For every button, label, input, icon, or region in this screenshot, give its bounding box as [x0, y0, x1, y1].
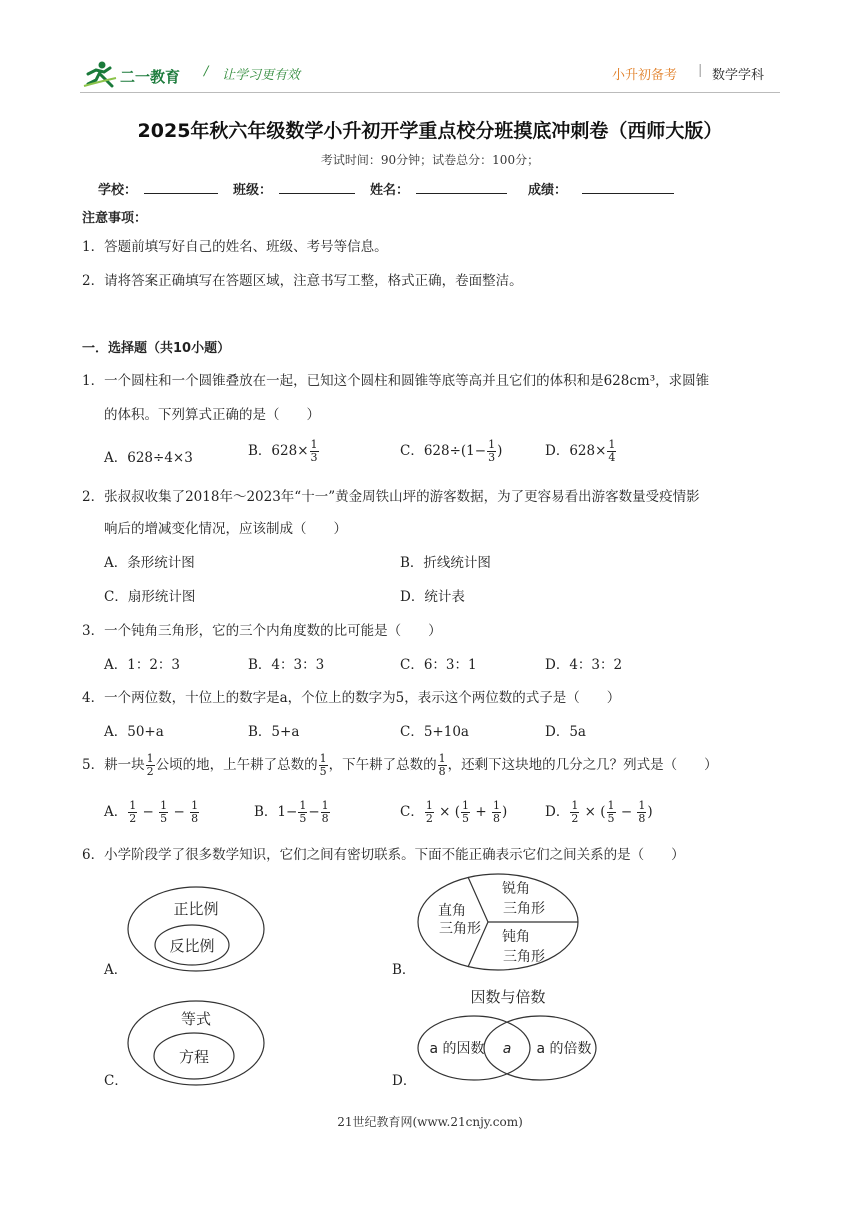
a-inner-label: 反比例	[169, 937, 215, 955]
svg-text:a 的因数: a 的因数	[429, 1041, 485, 1057]
q6-diagram-d[interactable]	[412, 984, 604, 1084]
q5-option-a[interactable]: A． $\frac{1}{2}$ − $\frac{1}{5}$ − $\frac{1}{8}$	[104, 799, 199, 825]
logo-text: 二一教育	[120, 68, 181, 86]
question-3-text: 3．一个钝角三角形，它的三个内角度数的比可能是（ ）	[82, 623, 442, 639]
q2-option-a[interactable]: A．条形统计图	[104, 555, 195, 571]
q5-option-d[interactable]: D． $\frac{1}{2}$ × ( $\frac{1}{5}$ − $\frac{1}{8}$ )	[545, 799, 653, 825]
svg-text:a 的倍数: a 的倍数	[536, 1041, 592, 1057]
q6-option-b[interactable]: B．	[392, 962, 416, 978]
footer: 21世纪教育网(www.21cnjy.com)	[337, 1115, 523, 1129]
slogan-divider: /	[204, 64, 209, 79]
q3-option-a[interactable]: A．1：2：3	[104, 657, 181, 673]
svg-text:方程: 方程	[178, 1048, 210, 1066]
q3-option-d[interactable]: D．4：3：2	[545, 657, 623, 673]
q6-option-d[interactable]: D．	[392, 1073, 417, 1089]
svg-text:三角形: 三角形	[439, 921, 481, 937]
header-divider: |	[698, 63, 703, 78]
svg-text:a: a	[502, 1041, 512, 1057]
svg-text:钝角: 钝角	[502, 929, 530, 945]
svg-text:因数与倍数: 因数与倍数	[470, 988, 546, 1006]
q2-option-c[interactable]: C．扇形统计图	[104, 589, 196, 605]
question-1-text: 1．一个圆柱和一个圆锥叠放在一起，已知这个圆柱和圆锥等底等高并且它们的体积和是628cm³，求圆锥	[82, 373, 710, 389]
logo	[82, 60, 192, 88]
question-1-text: 的体积。下列算式正确的是（ ）	[104, 407, 320, 423]
q6-diagram-a[interactable]	[126, 884, 266, 974]
q1-option-a[interactable]: A．628÷4×3	[104, 450, 193, 466]
q2-option-b[interactable]: B．折线统计图	[400, 555, 491, 571]
header-category: 小升初备考	[612, 68, 678, 83]
svg-text:三角形: 三角形	[503, 949, 545, 965]
q6-option-c[interactable]: C．	[104, 1073, 128, 1089]
q4-option-c[interactable]: C．5+10a	[400, 724, 469, 740]
question-4-text: 4．一个两位数，十位上的数字是a，个位上的数字为5，表示这个两位数的式子是（ ）	[82, 690, 621, 706]
school-field[interactable]	[144, 181, 218, 194]
school-label: 学校：	[98, 183, 138, 198]
question-6-text: 6．小学阶段学了很多数学知识，它们之间有密切联系。下面不能正确表示它们之间关系的是（ ）	[82, 847, 685, 863]
note-item: 1．答题前填写好自己的姓名、班级、考号等信息。	[82, 239, 388, 255]
name-label: 姓名：	[370, 183, 410, 198]
score-label: 成绩：	[528, 183, 568, 198]
notes-heading: 注意事项：	[82, 211, 148, 226]
name-field[interactable]	[416, 181, 507, 194]
q2-option-d[interactable]: D．统计表	[400, 589, 465, 605]
note-item: 2．请将答案正确填写在答题区域，注意书写工整，格式正确，卷面整洁。	[82, 273, 523, 289]
class-field[interactable]	[279, 181, 355, 194]
q5-option-b[interactable]: B．1− $\frac{1}{5}$ − $\frac{1}{8}$	[254, 799, 329, 825]
q6-option-a[interactable]: A．	[104, 962, 128, 978]
svg-text:直角: 直角	[438, 903, 466, 919]
q3-option-c[interactable]: C．6：3：1	[400, 657, 477, 673]
question-2-text: 响后的增减变化情况，应该制成（ ）	[104, 521, 347, 537]
runner-logo-icon	[82, 60, 118, 88]
svg-text:三角形: 三角形	[503, 901, 545, 917]
page-title: 2025年秋六年级数学小升初开学重点校分班摸底冲刺卷（西师大版）	[137, 120, 723, 142]
header-subject: 数学学科	[712, 68, 765, 83]
q4-option-d[interactable]: D．5a	[545, 724, 586, 740]
q1-option-d[interactable]: D．628× $\frac{1}{4}$	[545, 438, 616, 464]
q5-option-c[interactable]: C． $\frac{1}{2}$ × ( $\frac{1}{5}$ + $\frac{1}{8}$ )	[400, 799, 508, 825]
q1-option-b[interactable]: B．628× $\frac{1}{3}$	[248, 438, 318, 464]
header-rule	[80, 92, 780, 93]
q3-option-b[interactable]: B．4：3：3	[248, 657, 325, 673]
class-label: 班级：	[233, 183, 273, 198]
q4-option-a[interactable]: A．50+a	[104, 724, 164, 740]
question-5-text: 5．耕一块 $\frac{1}{2}$ 公顷的地，上午耕了总数的 $\frac{1}{5}$ ，下午耕了总数的 $\frac{1}{8}$ ，还剩下这块地的几分之几？列式是（ ）	[82, 752, 718, 778]
q6-diagram-c[interactable]	[126, 998, 266, 1088]
svg-text:锐角: 锐角	[502, 881, 530, 897]
section-heading: 一．选择题（共10小题）	[82, 341, 231, 356]
score-field[interactable]	[582, 181, 674, 194]
exam-info: 考试时间：90分钟；试卷总分：100分；	[320, 153, 540, 167]
question-2-text: 2．张叔叔收集了2018年～2023年“十一”黄金周铁山坪的游客数据，为了更容易看出游客数量受疫情影	[82, 489, 700, 505]
q1-option-c[interactable]: C．628÷(1− $\frac{1}{3}$ )	[400, 438, 503, 464]
svg-text:等式: 等式	[180, 1010, 212, 1028]
q6-diagram-b[interactable]	[416, 871, 580, 973]
q4-option-b[interactable]: B．5+a	[248, 724, 300, 740]
a-outer-label: 正比例	[173, 900, 219, 918]
slogan: 让学习更有效	[222, 68, 301, 83]
